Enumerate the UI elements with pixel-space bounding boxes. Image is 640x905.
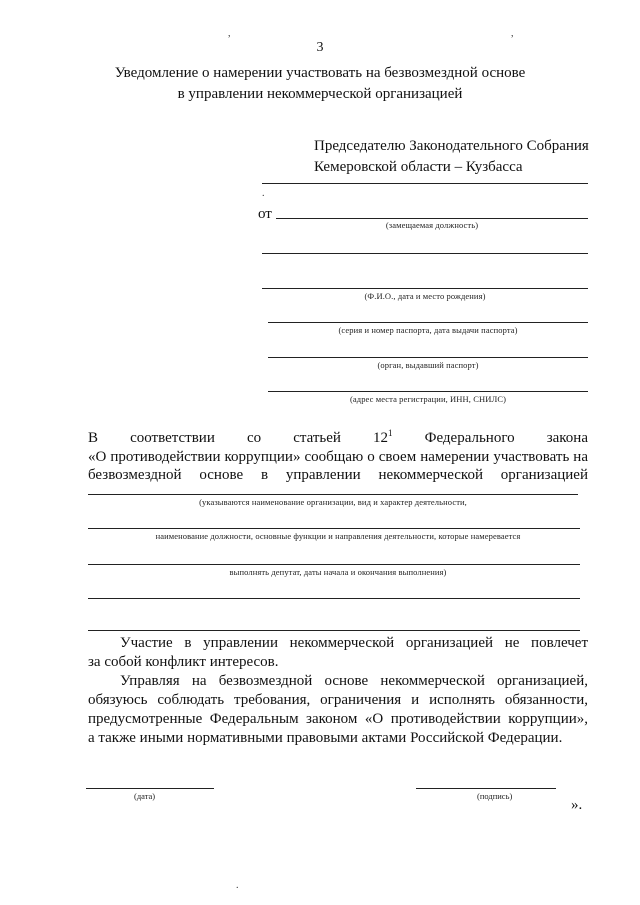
scan-mark: , [511,28,514,39]
addressee-line-1: Председателю Законодательного Собрания [314,138,589,154]
signature-field[interactable] [416,788,556,789]
obligations-line-4: а также иными нормативными правовыми актами Российской Федерации. [88,730,563,746]
blank-line[interactable] [262,253,588,254]
scan-mark: . [236,880,239,891]
intro-word: Федерального [424,430,515,446]
title-line-2: в управлении некоммерческой организацией [177,86,463,102]
address-field[interactable] [268,391,588,392]
intro-word: соответствии [130,430,215,446]
org-description-field[interactable] [88,528,580,529]
blank-line [262,183,588,184]
participation-line-2: за собой конфликт интересов. [88,654,279,670]
signature-caption: (подпись) [477,791,513,801]
name-caption: (Ф.И.О., дата и место рождения) [364,291,486,301]
blank-line[interactable] [88,598,580,599]
intro-word: со [246,430,262,446]
scan-mark: . [262,188,265,199]
name-field[interactable] [262,288,588,289]
date-caption: (дата) [134,791,156,801]
intro-article [373,430,393,447]
intro-line-3: безвозмездной основе в управлении некоммерческой организацией [88,467,588,483]
intro-word: В [88,430,99,446]
intro-line-2: «О противодействии коррупции» сообщаю о своем намерении участвовать на [88,449,588,465]
org-caption-2: наименование должности, основные функции и направления деятельности, которые намеревается [155,531,521,541]
intro-word: статьей [293,430,341,446]
org-description-field[interactable] [88,494,578,495]
article-superscript: 1 [388,428,393,438]
intro-line-1 [88,430,588,447]
participation-paragraph [88,634,588,672]
addressee-line-2: Кемеровской области – Кузбасса [314,159,523,175]
org-caption-1: (указываются наименование организации, вид и характер деятельности, [199,497,467,507]
org-caption-3: выполнять депутат, даты начала и окончания выполнения) [229,567,447,577]
position-field[interactable] [276,218,588,219]
org-description-field[interactable] [88,564,580,565]
intro-word: 12 [373,430,389,446]
passport-caption: (серия и номер паспорта, дата выдачи паспорта) [338,325,518,335]
issuer-caption: (орган, выдавший паспорт) [377,360,479,370]
intro-word: закона [546,430,588,446]
title-line-1: Уведомление о намерении участвовать на безвозмездной основе [114,65,526,81]
address-caption: (адрес места регистрации, ИНН, СНИЛС) [349,394,507,404]
obligations-paragraph [88,672,588,748]
issuer-field[interactable] [268,357,588,358]
blank-line[interactable] [88,630,580,631]
position-caption: (замещаемая должность) [385,220,479,230]
date-field[interactable] [86,788,214,789]
obligations-line-1: Управляя на безвозмездной основе некоммерческой организацией, [120,673,588,689]
addressee [314,136,589,178]
page-number: 3 [316,40,324,55]
obligations-line-3: предусмотренные Федеральным законом «О противодействии коррупции», [88,711,588,727]
scan-mark: , [228,28,231,39]
page-title [0,63,640,105]
passport-field[interactable] [268,322,588,323]
participation-line-1: Участие в управлении некоммерческой организацией не повлечет [120,635,588,651]
obligations-line-2: обязуюсь соблюдать требования, ограничения и исполнять обязанности, [88,692,588,708]
from-label: от [258,206,272,222]
closing-quote: ». [571,797,583,813]
